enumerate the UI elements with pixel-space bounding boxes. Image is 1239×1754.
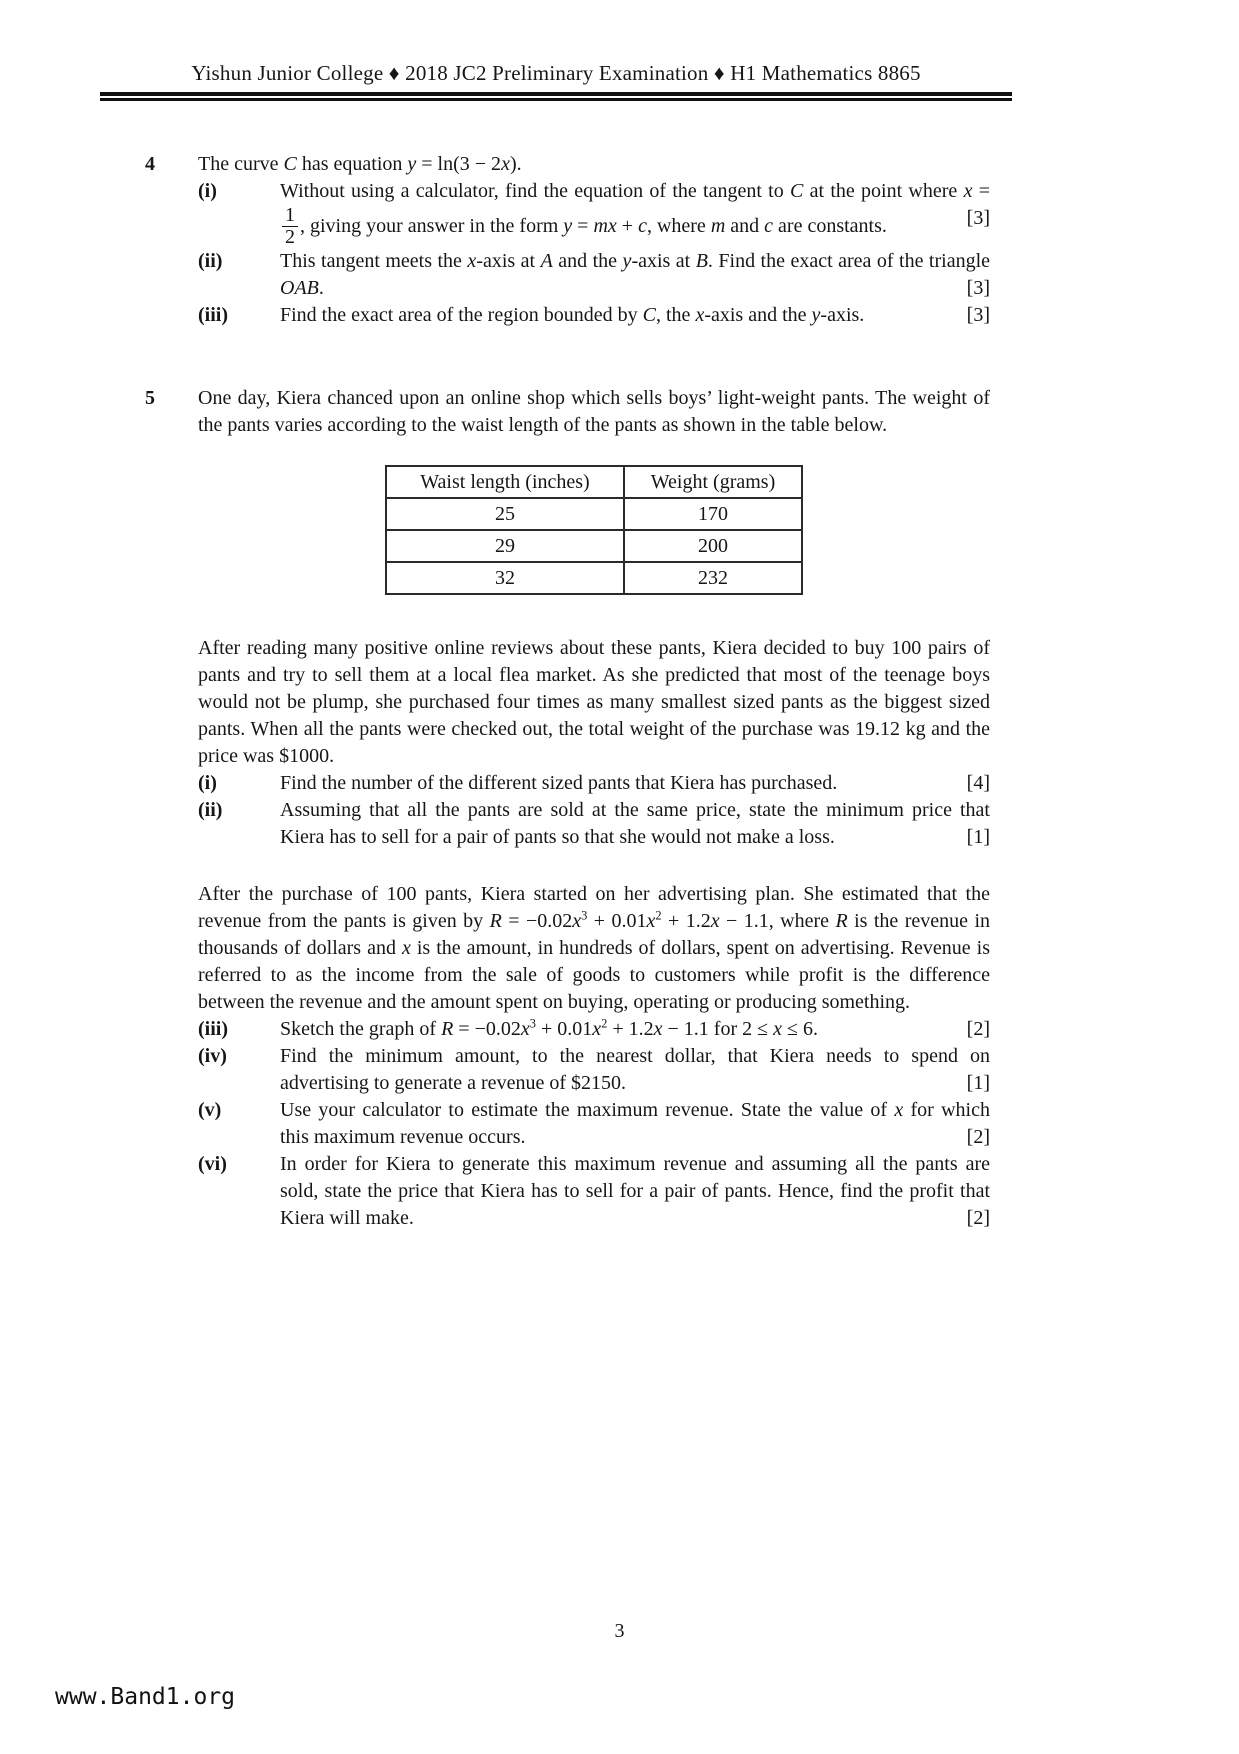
part-text (280, 1043, 990, 1097)
question-4-intro: The curve C has equation y = ln(3 − 2x). (198, 153, 522, 175)
part-label: (vi) (198, 1153, 227, 1175)
question-5-paragraph-revenue: After the purchase of 100 pants, Kiera started on her advertising plan. She estimated that the revenue from the pants is given by $R = -0.02x^3 + 0.01x^2 + 1.2x - 1.1$, where R is the revenue in thousands of dollars and x is the amount, in hundreds of dollars, spent on advertising. Revenue is referred to as the income from the sale of goods to customers while profit is the difference between the revenue and the amount spent on buying, operating or producing something. (198, 883, 991, 1013)
question-4 (145, 151, 990, 329)
question-4-content (198, 151, 990, 329)
question-5-part-iii (198, 1016, 990, 1043)
part-text-content: Find the minimum amount, to the nearest dollar, that Kiera needs to spend on advertising to generate a revenue of $2150. (280, 1045, 990, 1094)
table-cell-weight: 170 (624, 498, 802, 530)
table-cell-weight: 232 (624, 562, 802, 594)
question-5-part-i (198, 770, 990, 797)
question-4-part-ii (198, 248, 990, 302)
watermark-url: www.Band1.org (55, 1684, 236, 1710)
pants-weight-table (385, 465, 803, 595)
header-rule (100, 92, 1012, 101)
table-cell-weight: 200 (624, 530, 802, 562)
marks-label: [3] (966, 207, 990, 229)
marks-label: [2] (966, 1126, 990, 1148)
marks-label: [2] (966, 1018, 990, 1040)
exam-header-title: Yishun Junior College ♦ 2018 JC2 Preliminary Examination ♦ H1 Mathematics 8865 (191, 61, 921, 85)
table-row (386, 498, 802, 530)
part-label: (i) (198, 772, 217, 794)
part-label: (iii) (198, 1018, 228, 1040)
part-text-content: Without using a calculator, find the equation of the tangent to C at the point where x = $\frac{1}{2}$ , giving your answer in the form y = mx + c, where m and c are constants. (280, 180, 991, 248)
part-text (280, 797, 990, 851)
question-5 (145, 385, 990, 1232)
table-header-row (386, 466, 802, 498)
table-header-weight: Weight (grams) (624, 466, 802, 498)
question-4-number: 4 (145, 153, 155, 175)
marks-label: [3] (966, 277, 990, 299)
table-row (386, 562, 802, 594)
question-5-intro: One day, Kiera chanced upon an online shop which sells boys’ light-weight pants. The weight of the pants varies according to the waist length of the pants as shown in the table below. (198, 387, 990, 436)
question-4-part-i (198, 178, 990, 248)
part-text-content: This tangent meets the x-axis at A and the y-axis at B. Find the exact area of the triangle OAB. (280, 250, 991, 299)
part-text-content: Find the exact area of the region bounded by C, the x-axis and the y-axis. (280, 304, 865, 326)
table-header-waist: Waist length (inches) (386, 466, 624, 498)
part-text (280, 1097, 990, 1151)
marks-label: [1] (966, 1072, 990, 1094)
part-text (280, 1016, 990, 1043)
table-cell-waist: 29 (386, 530, 624, 562)
part-text-content: Assuming that all the pants are sold at the same price, state the minimum price that Kiera has to sell for a pair of pants so that she would not make a loss. (280, 799, 990, 848)
part-text (280, 1151, 990, 1232)
part-text (280, 178, 990, 248)
question-5-part-v (198, 1097, 990, 1151)
table-cell-waist: 32 (386, 562, 624, 594)
part-label: (ii) (198, 799, 223, 821)
page-number: 3 (614, 1620, 625, 1642)
table-cell-waist: 25 (386, 498, 624, 530)
part-text (280, 248, 990, 302)
part-label: (i) (198, 180, 217, 202)
page-header (100, 0, 1012, 101)
part-text (280, 770, 990, 797)
part-label: (ii) (198, 250, 223, 272)
part-text-content: Find the number of the different sized pants that Kiera has purchased. (280, 772, 838, 794)
question-5-part-iv (198, 1043, 990, 1097)
marks-label: [4] (966, 772, 990, 794)
part-label: (iv) (198, 1045, 227, 1067)
question-5-part-vi (198, 1151, 990, 1232)
part-label: (v) (198, 1099, 222, 1121)
part-text (280, 302, 990, 329)
question-5-content (198, 385, 990, 1232)
question-5-number: 5 (145, 387, 155, 409)
part-text-content: Sketch the graph of $R = -0.02x^3 + 0.01x^2 + 1.2x - 1.1$ for 2 ≤ x ≤ 6. (280, 1016, 818, 1040)
part-label: (iii) (198, 304, 228, 326)
marks-label: [1] (966, 826, 990, 848)
question-5-paragraph-purchase: After reading many positive online reviews about these pants, Kiera decided to buy 100 pairs of pants and try to sell them at a local flea market. As she predicted that most of the teenage boys would not be plump, she purchased four times as many smallest sized pants as the biggest sized pants. When all the pants were checked out, the total weight of the purchase was 19.12 kg and the price was $1000. (198, 637, 990, 767)
part-text-content: Use your calculator to estimate the maximum revenue. State the value of x for which this maximum revenue occurs. (280, 1099, 990, 1148)
marks-label: [3] (966, 304, 990, 326)
table-row (386, 530, 802, 562)
page-body (145, 101, 990, 1232)
part-text-content: In order for Kiera to generate this maximum revenue and assuming all the pants are sold, state the price that Kiera has to sell for a pair of pants. Hence, find the profit that Kiera will make. (280, 1153, 990, 1229)
question-5-part-ii (198, 797, 990, 851)
question-4-part-iii (198, 302, 990, 329)
marks-label: [2] (966, 1207, 990, 1229)
